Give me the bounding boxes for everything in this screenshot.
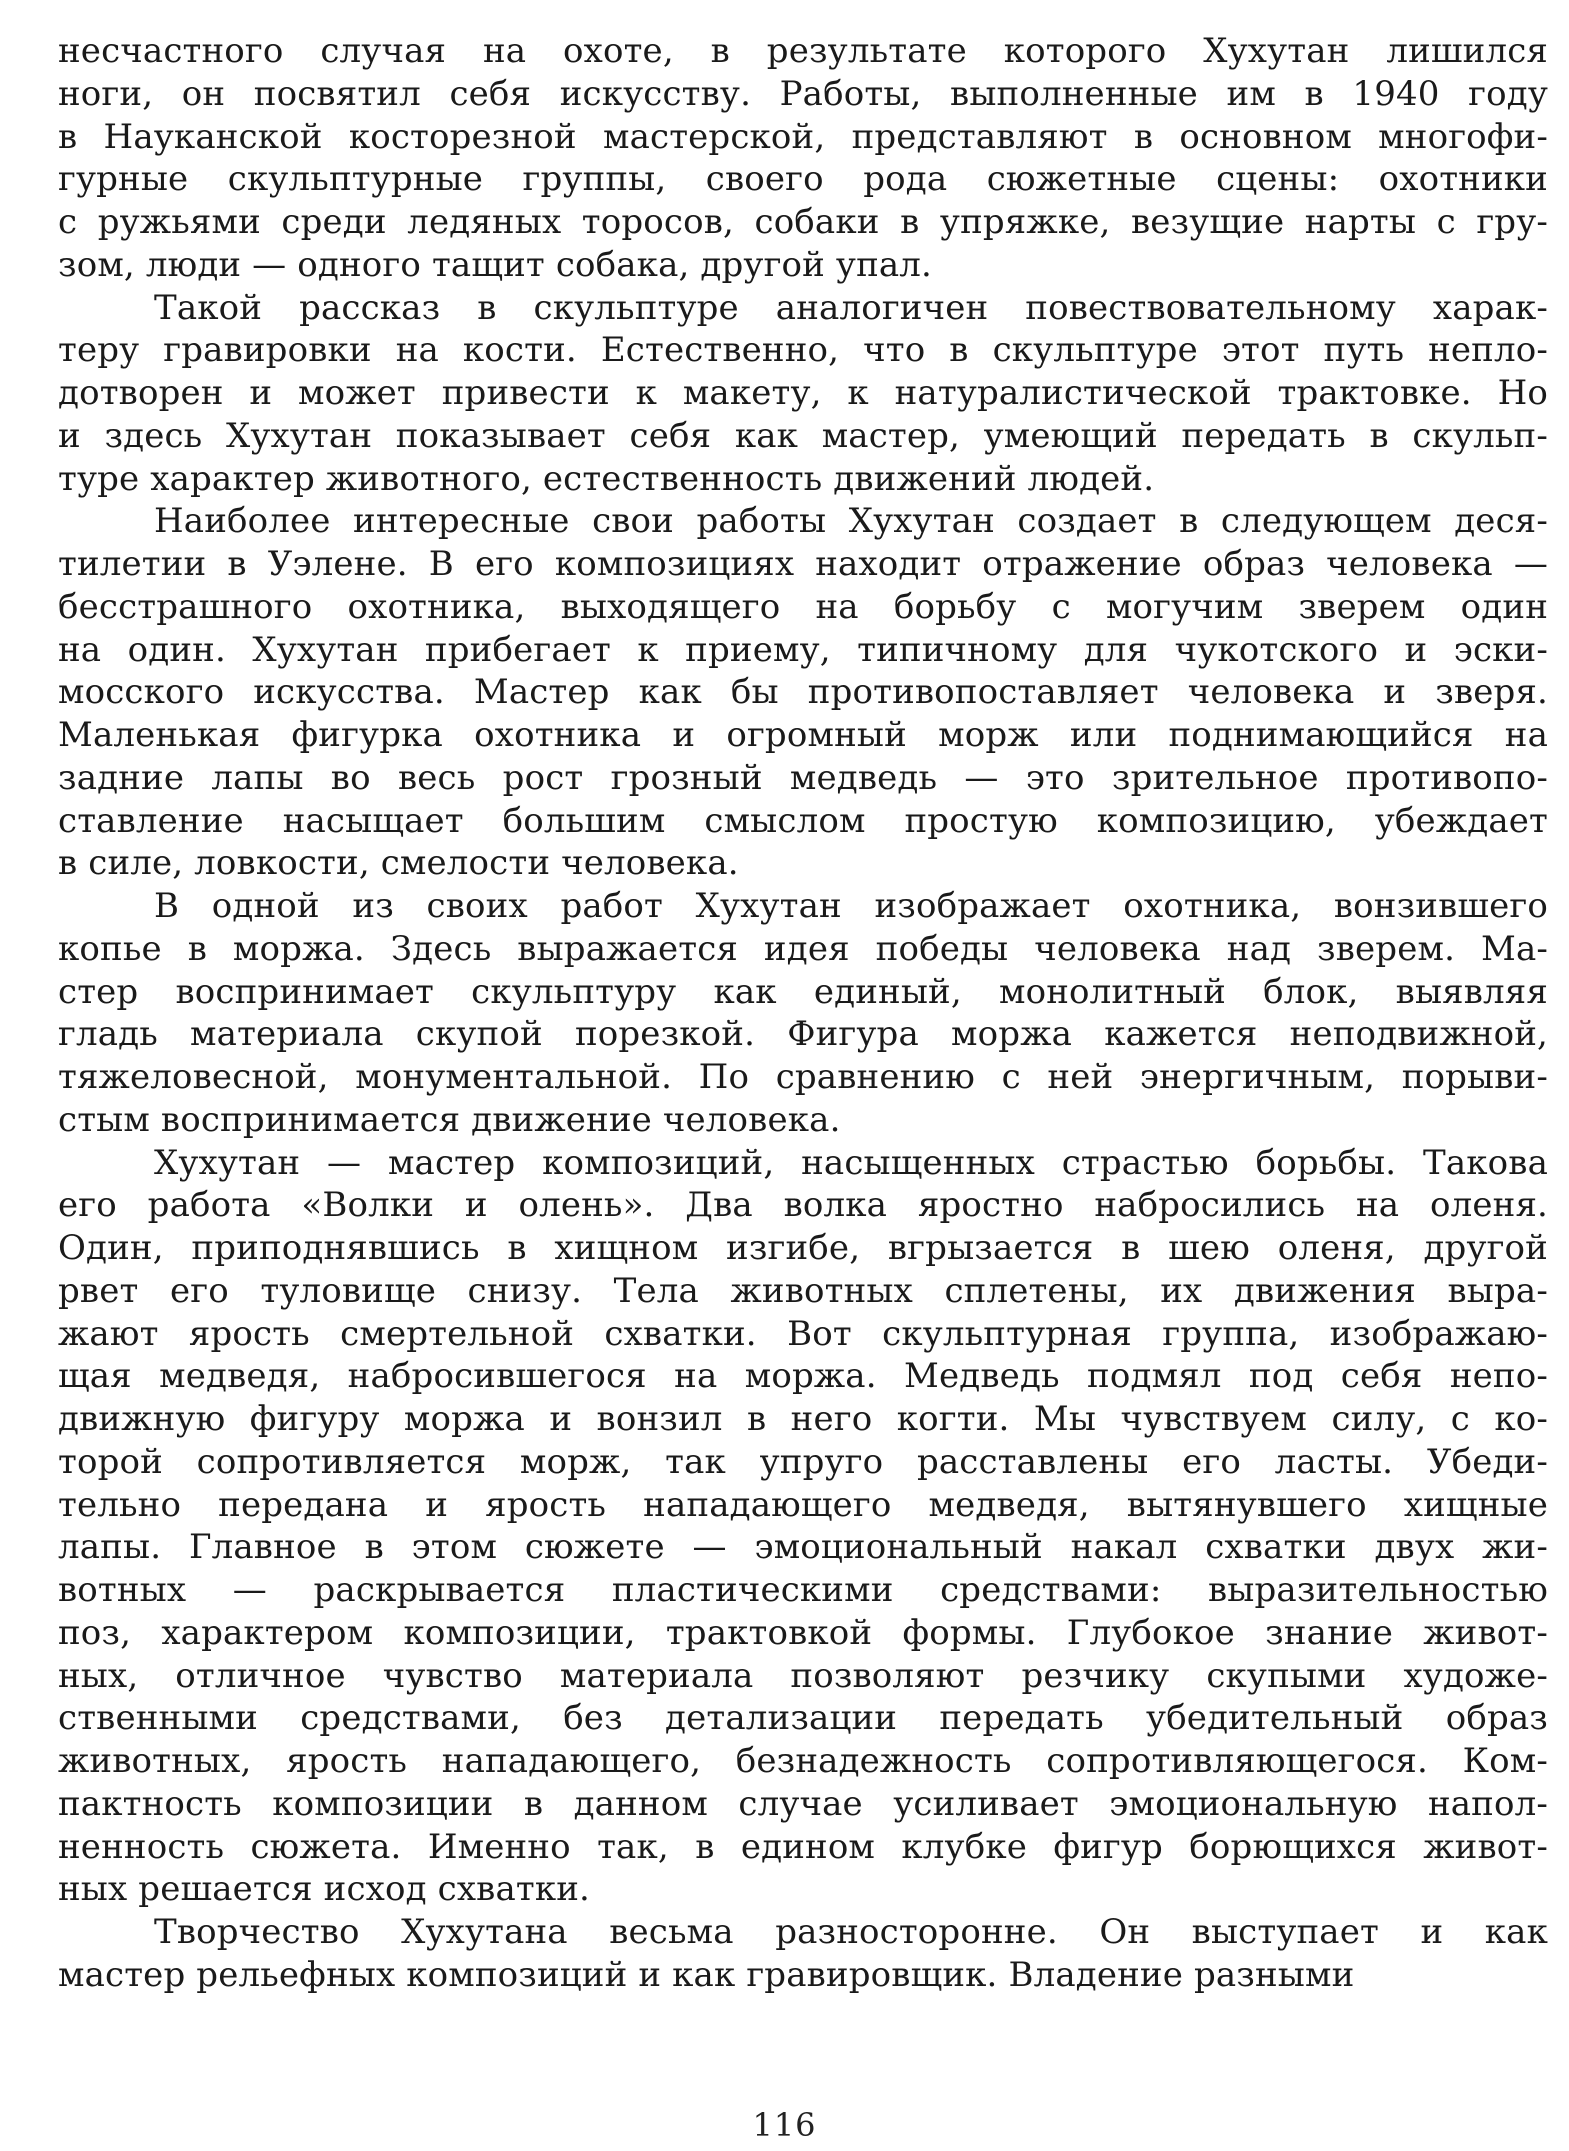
paragraph: [58, 1142, 1548, 1912]
text-line: на один. Хухутан прибегает к приему, типичному для чукотского и эски-: [58, 629, 1548, 670]
text-line: пактность композиции в данном случае усиливает эмоциональную напол-: [58, 1783, 1548, 1824]
text-line: лапы. Главное в этом сюжете — эмоциональный накал схватки двух жи-: [58, 1527, 1548, 1568]
text-line: щая медведя, набросившегося на моржа. Медведь подмял под себя непо-: [58, 1356, 1548, 1397]
text-line: жают ярость смертельной схватки. Вот скульптурная группа, изображаю-: [58, 1313, 1548, 1354]
text-line: тельно передана и ярость нападающего медведя, вытянувшего хищные: [58, 1484, 1548, 1525]
text-line: в силе, ловкости, смелости человека.: [58, 843, 739, 884]
text-line: ных решается исход схватки.: [58, 1869, 590, 1910]
text-line: ственными средствами, без детализации передать убедительный образ: [58, 1698, 1548, 1739]
text-line: ненность сюжета. Именно так, в едином клубке фигур борющихся живот-: [58, 1826, 1548, 1867]
text-line: вотных — раскрывается пластическими средствами: выразительностью: [58, 1570, 1548, 1610]
paragraph: [58, 287, 1548, 501]
text-line: тилетии в Уэлене. В его композициях находит отражение образ человека —: [58, 544, 1548, 584]
text-line: копье в моржа. Здесь выражается идея победы человека над зверем. Ма-: [58, 928, 1548, 969]
text-line: его работа «Волки и олень». Два волка яростно набросились на оленя.: [58, 1185, 1548, 1226]
text-line: Один, приподнявшись в хищном изгибе, вгрызается в шею оленя, другой: [58, 1228, 1548, 1268]
text-line: Наиболее интересные свои работы Хухутан создает в следующем деся-: [154, 501, 1548, 542]
text-line: движную фигуру моржа и вонзил в него когти. Мы чувствуем силу, с ко-: [58, 1399, 1548, 1439]
text-line: дотворен и может привести к макету, к натуралистической трактовке. Но: [58, 373, 1548, 413]
paragraph: [58, 1911, 1548, 1997]
text-line: гладь материала скупой порезкой. Фигура моржа кажется неподвижной,: [58, 1014, 1548, 1055]
paragraph: [58, 30, 1548, 287]
text-line: туре характер животного, естественность движений людей.: [58, 458, 1155, 499]
text-line: стер воспринимает скульптуру как единый, монолитный блок, выявляя: [58, 971, 1548, 1012]
text-line: животных, ярость нападающего, безнадежность сопротивляющегося. Ком-: [58, 1741, 1548, 1781]
page-number: 116: [752, 2106, 817, 2144]
text-line: зом, люди — одного тащит собака, другой упал.: [58, 244, 933, 285]
text-line: ноги, он посвятил себя искусству. Работы, выполненные им в 1940 году: [58, 73, 1548, 114]
text-line: несчастного случая на охоте, в результате которого Хухутан лишился: [58, 31, 1548, 71]
text-line: гурные скульптурные группы, своего рода сюжетные сцены: охотники: [58, 159, 1548, 200]
text-line: мосского искусства. Мастер как бы противопоставляет человека и зверя.: [58, 672, 1548, 713]
text-line: ных, отличное чувство материала позволяют резчику скупыми художе-: [58, 1655, 1548, 1696]
text-line: торой сопротивляется морж, так упруго расставлены его ласты. Убеди-: [58, 1441, 1548, 1482]
body-text: [58, 30, 1548, 1997]
text-line: поз, характером композиции, трактовкой формы. Глубокое знание живот-: [58, 1612, 1548, 1653]
text-line: стым воспринимается движение человека.: [58, 1099, 841, 1140]
text-line: задние лапы во весь рост грозный медведь — это зрительное противопо-: [58, 757, 1548, 798]
text-line: бесстрашного охотника, выходящего на борьбу с могучим зверем один: [58, 586, 1548, 627]
text-line: с ружьями среди ледяных торосов, собаки в упряжке, везущие нарты с гру-: [58, 202, 1548, 242]
text-line: ставление насыщает большим смыслом простую композицию, убеждает: [58, 800, 1548, 841]
text-line: мастер рельефных композиций и как гравировщик. Владение разными: [58, 1954, 1355, 1995]
text-line: Творчество Хухутана весьма разносторонне. Он выступает и как: [154, 1912, 1548, 1952]
text-line: Хухутан — мастер композиций, насыщенных страстью борьбы. Такова: [154, 1142, 1548, 1183]
text-line: Такой рассказ в скульптуре аналогичен повествовательному харак-: [154, 287, 1548, 328]
text-line: В одной из своих работ Хухутан изображает охотника, вонзившего: [154, 886, 1548, 926]
paragraph: [58, 885, 1548, 1142]
text-line: рвет его туловище снизу. Тела животных сплетены, их движения выра-: [58, 1270, 1548, 1311]
text-line: теру гравировки на кости. Естественно, что в скульптуре этот путь непло-: [58, 330, 1548, 371]
text-line: и здесь Хухутан показывает себя как мастер, умеющий передать в скульп-: [58, 415, 1548, 456]
paragraph: [58, 500, 1548, 885]
text-line: в Науканской косторезной мастерской, представляют в основном многофи-: [58, 116, 1548, 157]
text-line: Маленькая фигурка охотника и огромный морж или поднимающийся на: [58, 715, 1548, 755]
text-line: тяжеловесной, монументальной. По сравнению с ней энергичным, порыви-: [58, 1057, 1548, 1097]
